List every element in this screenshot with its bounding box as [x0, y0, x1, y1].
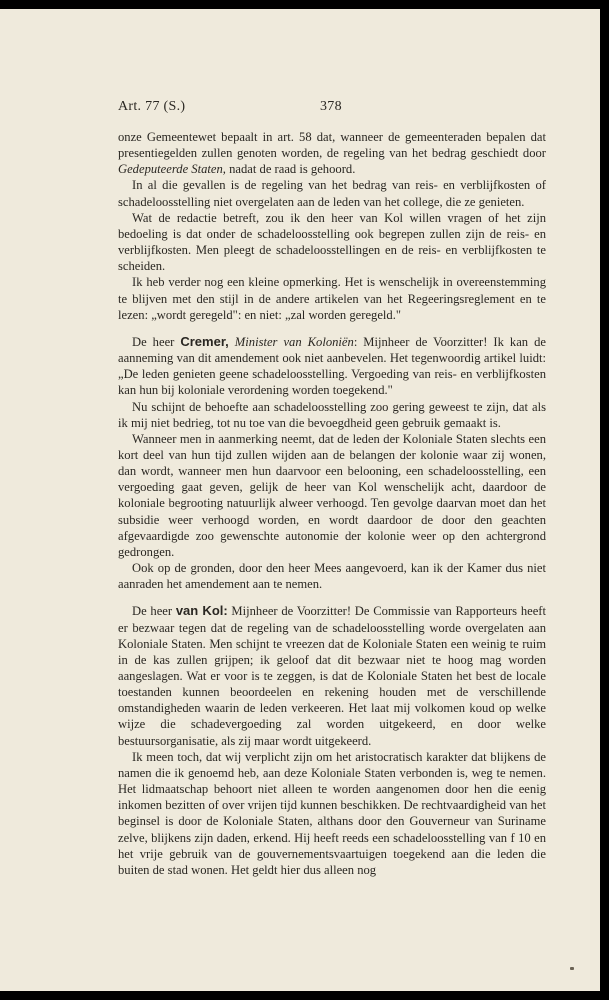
text-run: : Mijnheer de Voorzitter! Ik kan de aanneming van dit amendement ook niet aanbevelen. Het tegenwoordig artikel luidt: „De leden genieten geene schadeloosstelling. Vergoeding van reis- en verblijfkosten kan hun bij koloniale verordening worden toegekend." [118, 334, 546, 398]
emphasis-text: Gedeputeerde Staten, [118, 162, 226, 177]
speaker-paragraph [118, 334, 546, 399]
text-run: De heer [132, 334, 181, 349]
page-number: 378 [320, 99, 342, 114]
emphasis-text: Minister van Koloniën [234, 334, 354, 349]
text-run: Nu schijnt de behoefte aan schadeloosstelling zoo gering geweest te zijn, dat als ik mij niet bedrieg, tot nu toe van die bevoegdheid geen gebruik gemaakt is. [118, 399, 546, 430]
text-run: In al die gevallen is de regeling van het bedrag van reis- en verblijfkosten of schadeloosstelling niet overgelaten aan de leden van het college, die ze genieten. [118, 178, 546, 209]
paragraph [118, 177, 546, 209]
text-run: Mijnheer de Voorzitter! De Commissie van Rapporteurs heeft er bezwaar tegen dat de regeling van de schadeloosstelling worde overgelaten aan Koloniale Staten. Men schijnt te vreezen dat de Koloniale Staten een weinig te ruim in de kas zullen grijpen; ik geloof dat dit bezwaar niet te hoog mag worden aangeslagen. Wat er voor is te zeggen, is dat de Koloniale Staten het best de locale toestanden kunnen beoordeelen en rekening houden met de verschillende omstandigheden waarin de leden verkeeren. Het laat mij volkomen koud op welke wijze die schadevergoeding zal worden uitgekeerd, en door welke bestuursorganisatie, als zij maar wordt uitgekeerd. [118, 604, 546, 748]
page-body [118, 129, 546, 878]
text-run: Ik heb verder nog een kleine opmerking. Het is wenschelijk in overeenstemming te blijven met den stijl in de andere artikelen van het Regeeringsreglement en te lezen: „wordt geregeld": en niet: „zal worden geregeld." [118, 275, 546, 322]
text-run: Ook op de gronden, door den heer Mees aangevoerd, kan ik der Kamer dus niet aanraden het amendement aan te nemen. [118, 561, 546, 592]
speaker-name: Cremer, [180, 333, 229, 349]
paragraph [118, 274, 546, 322]
paragraph [118, 431, 546, 560]
speaker-paragraph [118, 603, 546, 748]
text-run: onze Gemeentewet bepaalt in art. 58 dat, wanneer de gemeenteraden bepalen dat presentiegelden zullen genoten worden, de regeling van het bedrag geschiedt door [118, 130, 546, 161]
paragraph [118, 210, 546, 275]
book-page [0, 9, 600, 991]
paragraph [118, 560, 546, 592]
paper-speck [570, 967, 574, 970]
text-run: Wat de redactie betreft, zou ik den heer van Kol willen vragen of het zijn bedoeling is dat onder de schadeloosstelling ook begrepen zullen zijn de reis- en verblijfkosten. Men pleegt de schadeloosstellingen en de reis- en verblijfkosten te scheiden. [118, 210, 546, 274]
paragraph [118, 749, 546, 878]
text-run: Wanneer men in aanmerking neemt, dat de leden der Koloniale Staten slechts een kort deel van hun tijd zullen wijden aan de belangen der kolonie waar zij wonen, dan wordt, wanneer men hun daarvoor een belooning, een schadeloosstelling, een vergoeding gaat geven, gelijk de heer van Kol wenschelijk acht, daardoor de koloniale begrooting natuurlijk alweer verhoogd. Ten gevolge daarvan moet dan het subsidie weer verhoogd worden, en wordt daardoor de door den geachten afgevaardigde zoo gewenschte autonomie der kolonie weer op den achtergrond gedrongen. [118, 431, 546, 559]
paragraph [118, 399, 546, 431]
text-run: Ik meen toch, dat wij verplicht zijn om het aristocratisch karakter dat blijkens de namen die ik genoemd heb, aan deze Koloniale Staten verbonden is, weg te nemen. Het lidmaatschap behoort niet alleen te worden aangenomen door hen die eenig inkomen bezitten of over vrijen tijd kunnen beschikken. De rechtvaardigheid van het beginsel is door de Koloniale Staten, althans door den Gouverneur van Suriname zelve, blijkens zijn daden, erkend. Hij heeft reeds een schadeloosstelling van f 10 en het vrije gebruik van de gouvernementsvaartuigen toegekend aan die leden die buiten de stad wonen. Het geldt hier dus alleen nog [118, 749, 546, 877]
paragraph [118, 129, 546, 177]
text-run: nadat de raad is gehoord. [225, 162, 356, 177]
text-run: De heer [132, 604, 176, 619]
article-reference: Art. 77 (S.) [118, 99, 186, 114]
speaker-name: van Kol: [175, 603, 228, 619]
